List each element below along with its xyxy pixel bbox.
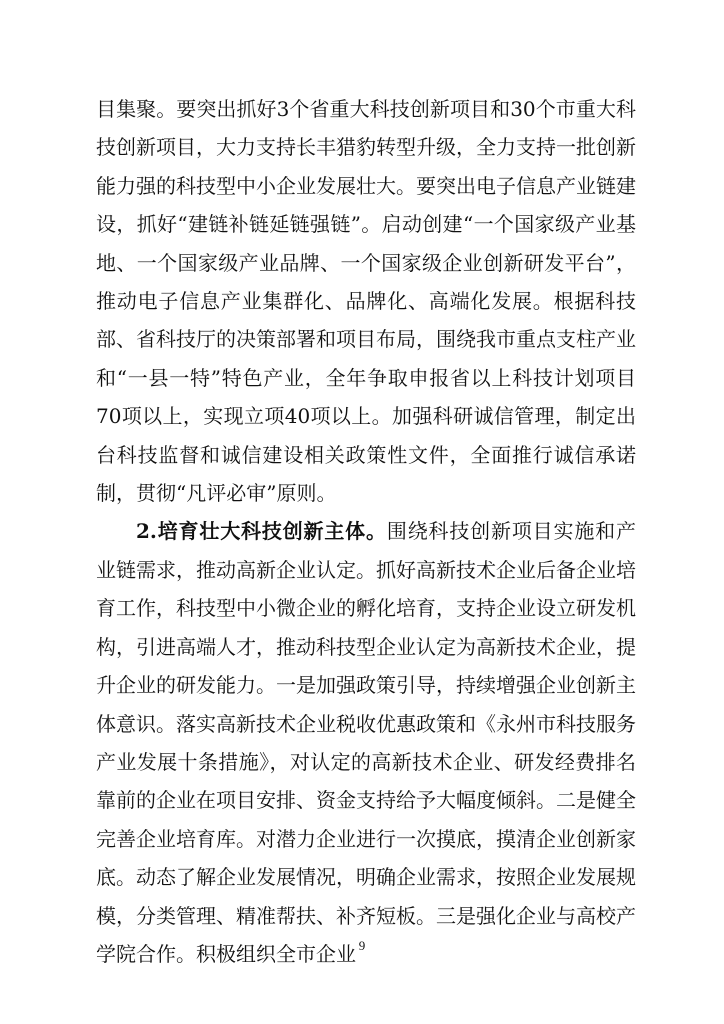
document-body <box>96 90 636 973</box>
body-paragraph-continued <box>96 90 636 512</box>
section-heading: 2.培育壮大科技创新主体。 <box>136 519 387 544</box>
paragraph-text: 目集聚。要突出抓好3个省重大科技创新项目和30个市重大科技创新项目，大力支持长丰猎豹转型升级，全力支持一批创新能力强的科技型中小企业发展壮大。要突出电子信息产业链建设，抓好“建链补链延链强链”。启动创建“一个国家级产业基地、一个国家级产业品牌、一个国家级企业创新研发平台”，推动电子信息产业集群化、品牌化、高端化发展。根据科技部、省科技厅的决策部署和项目布局，围绕我市重点支柱产业和“一县一特”特色产业，全年争取申报省以上科技计划项目70项以上，实现立项40项以上。加强科研诚信管理，制定出台科技监督和诚信建设相关政策性文件，全面推行诚信承诺制，贯彻“凡评必审”原则。 <box>96 97 636 506</box>
paragraph-text: 围绕科技创新项目实施和产业链需求，推动高新企业认定。抓好高新技术企业后备企业培育工作，科技型中小微企业的孵化培育，支持企业设立研发机构，引进高端人才，推动科技型企业认定为高新技术企业，提升企业的研发能力。一是加强政策引导，持续增强企业创新主体意识。落实高新技术企业税收优惠政策和《永州市科技服务产业发展十条措施》，对认定的高新技术企业、研发经费排名靠前的企业在项目安排、资金支持给予大幅度倾斜。二是健全完善企业培育库。对潜力企业进行一次摸底，摸清企业创新家底。动态了解企业发展情况，明确企业需求，按照企业发展规模，分类管理、精准帮扶、补齐短板。三是强化企业与高校产学院合作。积极组织全市企业 <box>96 519 636 966</box>
page-number: 9 <box>358 938 366 953</box>
body-paragraph-section-2 <box>96 512 636 973</box>
